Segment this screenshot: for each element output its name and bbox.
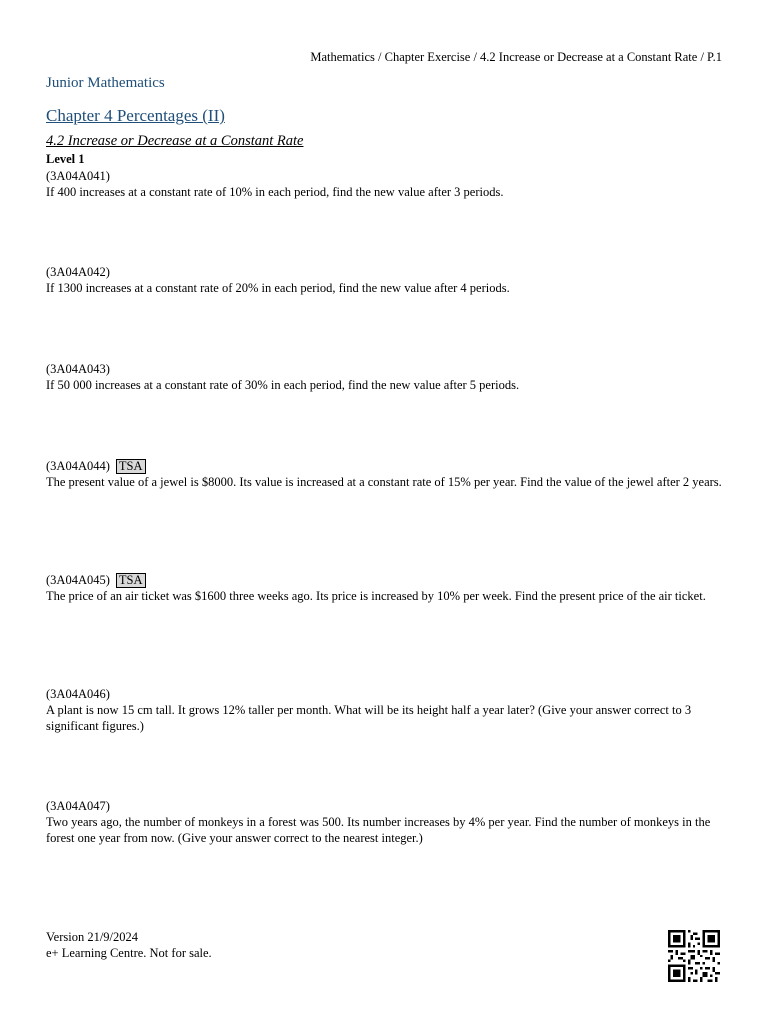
footer	[46, 929, 212, 961]
tsa-tag: TSA	[116, 573, 146, 588]
series-title: Junior Mathematics	[46, 75, 165, 91]
question-text: The present value of a jewel is $8000. Its value is increased at a constant rate of 15% per year. Find the value of the jewel after 2 years.	[46, 475, 722, 489]
question-block	[46, 798, 722, 846]
question-text: A plant is now 15 cm tall. It grows 12% taller per month. What will be its height half a year later? (Give your answer correct to 3 significant figures.)	[46, 703, 692, 733]
question-text: If 1300 increases at a constant rate of 20% in each period, find the new value after 4 periods.	[46, 281, 510, 295]
question-block	[46, 458, 722, 490]
question-code: (3A04A043)	[46, 362, 110, 376]
question-code: (3A04A044)	[46, 459, 110, 473]
version-label: Version 21/9/2024	[46, 930, 139, 944]
question-text: If 50 000 increases at a constant rate of 30% in each period, find the new value after 5 periods.	[46, 378, 520, 392]
running-header-breadcrumb: Mathematics / Chapter Exercise / 4.2 Increase or Decrease at a Constant Rate / P.1	[310, 50, 722, 64]
chapter-title[interactable]: Chapter 4 Percentages (II)	[46, 106, 225, 125]
question-text: Two years ago, the number of monkeys in a forest was 500. Its number increases by 4% per year. Find the number of monkeys in the forest one year from now. (Give your answer correct to the nearest integer.)	[46, 815, 711, 845]
question-code: (3A04A042)	[46, 265, 110, 279]
question-text: The price of an air ticket was $1600 three weeks ago. Its price is increased by 10% per week. Find the present price of the air ticket.	[46, 589, 706, 603]
question-text: If 400 increases at a constant rate of 10% in each period, find the new value after 3 periods.	[46, 185, 504, 199]
copyright-notice: e+ Learning Centre. Not for sale.	[46, 946, 212, 960]
section-title: 4.2 Increase or Decrease at a Constant Rate	[46, 133, 304, 149]
question-block	[46, 686, 722, 734]
question-block	[46, 168, 722, 200]
question-block	[46, 361, 722, 393]
question-code: (3A04A045)	[46, 573, 110, 587]
question-code: (3A04A047)	[46, 799, 110, 813]
question-block	[46, 572, 722, 604]
level-heading: Level 1	[46, 152, 85, 166]
question-block	[46, 264, 722, 296]
tsa-tag: TSA	[116, 459, 146, 474]
question-code-line	[46, 572, 722, 588]
question-code: (3A04A041)	[46, 169, 110, 183]
question-code: (3A04A046)	[46, 687, 110, 701]
question-code-line	[46, 458, 722, 474]
qr-code-icon[interactable]	[668, 930, 720, 982]
